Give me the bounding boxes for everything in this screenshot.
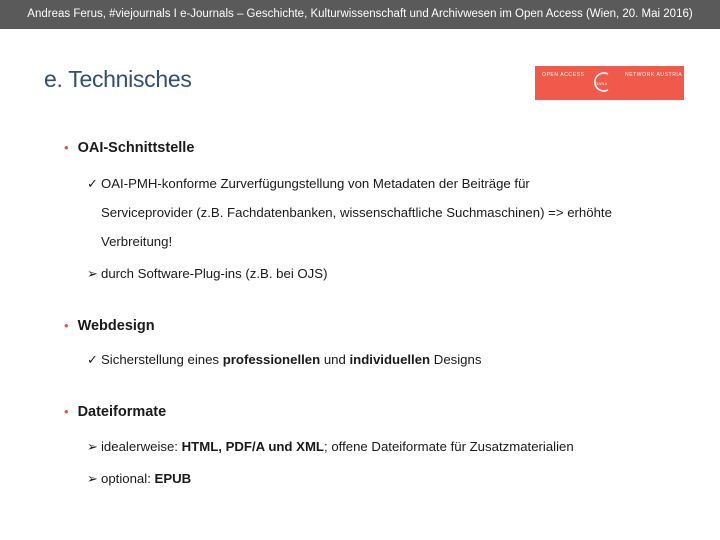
section-heading-dateiformate xyxy=(64,404,166,420)
logo-small-text: OANA xyxy=(595,81,608,86)
oana-logo xyxy=(535,66,684,100)
bullet-icon: • xyxy=(64,318,69,333)
list-item-middle: und xyxy=(320,352,350,367)
slide-title: e. Technisches xyxy=(44,66,192,92)
section-heading-text: Dateiformate xyxy=(77,404,167,420)
section-heading-webdesign xyxy=(64,318,155,334)
list-item-text: OAI-PMH-konforme Zurverfügungstellung von Metadaten der Beiträge für xyxy=(101,176,530,191)
list-item xyxy=(87,176,530,192)
list-item-suffix: ; offene Dateiformate für Zusatzmaterialien xyxy=(324,439,574,454)
section-heading-text: Webdesign xyxy=(77,318,155,334)
list-item xyxy=(87,439,574,455)
list-item-prefix: Sicherstellung eines xyxy=(101,352,223,367)
list-item-prefix: idealerweise: xyxy=(101,439,182,454)
arrowhead-icon: ➢ xyxy=(87,266,98,281)
list-item-continuation: Serviceprovider (z.B. Fachdatenbanken, wissenschaftliche Suchmaschinen) => erhöhte xyxy=(101,205,612,220)
bullet-icon: • xyxy=(64,140,69,155)
list-item-bold: professionellen xyxy=(222,352,321,367)
arrowhead-icon: ➢ xyxy=(87,471,98,486)
list-item-continuation: Verbreitung! xyxy=(101,234,173,249)
logo-right-text: NETWORK AUSTRIA xyxy=(625,72,683,78)
list-item-text: durch Software-Plug-ins (z.B. bei OJS) xyxy=(101,266,328,281)
list-item-prefix: optional: xyxy=(101,471,155,486)
list-item-bold: HTML, PDF/A und XML xyxy=(181,439,324,454)
section-heading-text: OAI-Schnittstelle xyxy=(77,140,195,156)
checkmark-icon: ✓ xyxy=(87,176,98,191)
list-item-bold: individuellen xyxy=(349,352,431,367)
checkmark-icon: ✓ xyxy=(87,352,98,367)
header-text: Andreas Ferus, #viejournals I e-Journals – Geschichte, Kulturwissenschaft und Archivwesen im Open Access (Wien, 20. Mai 2016) xyxy=(27,8,693,20)
arrowhead-icon: ➢ xyxy=(87,439,98,454)
list-item-bold: EPUB xyxy=(154,471,192,486)
list-item xyxy=(87,471,191,487)
list-item xyxy=(87,266,327,282)
list-item xyxy=(87,352,481,368)
bullet-icon: • xyxy=(64,404,69,419)
logo-left-text: OPEN ACCESS xyxy=(542,72,585,78)
list-item-suffix: Designs xyxy=(430,352,482,367)
header-bar xyxy=(0,0,720,29)
section-heading-oai xyxy=(64,140,194,156)
